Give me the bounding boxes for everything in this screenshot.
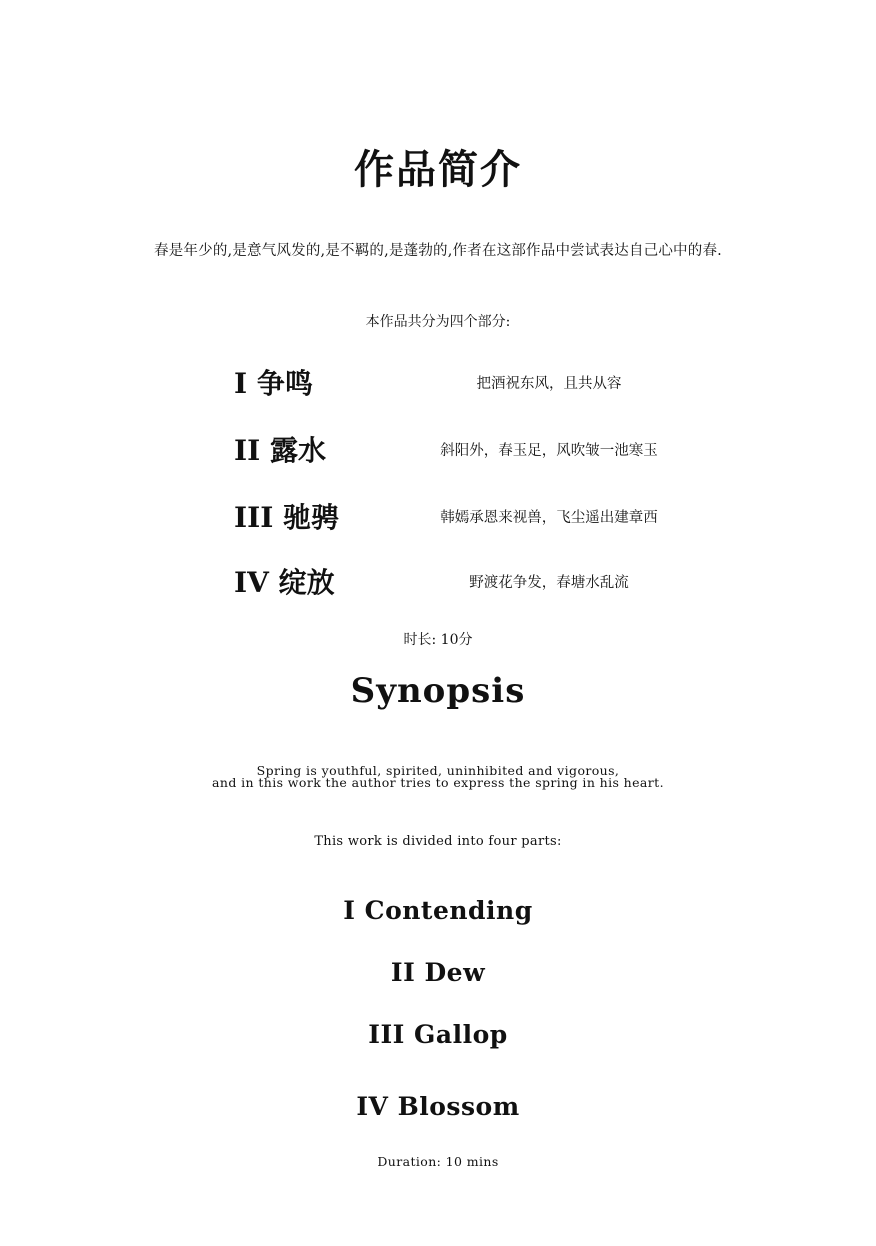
english-part: II Dew	[390, 958, 486, 987]
chinese-part-name: I 争鸣	[234, 367, 313, 400]
chinese-part-poem: 野渡花争发，春塘水乱流	[469, 575, 629, 591]
chinese-part-name: III 驰骋	[234, 501, 340, 534]
chinese-part-poem: 把酒祝东风，且共从容	[476, 376, 622, 392]
english-intro-line-2: and in this work the author tries to express the spring in his heart.	[212, 775, 664, 790]
english-parts-intro: This work is divided into four parts:	[314, 834, 562, 849]
chinese-part-row	[234, 364, 704, 404]
chinese-part-name: IV 绽放	[234, 566, 335, 599]
english-part: IV Blossom	[356, 1092, 520, 1121]
chinese-part-row	[234, 431, 704, 471]
chinese-duration: 时长: 10分	[403, 632, 473, 648]
chinese-title: 作品简介	[354, 146, 522, 193]
english-intro-line-1: Spring is youthful, spirited, uninhibited and vigorous,	[256, 763, 620, 778]
chinese-part-row	[234, 498, 704, 538]
chinese-intro: 春是年少的,是意气风发的,是不羁的,是蓬勃的,作者在这部作品中尝试表达自己心中的春.	[154, 243, 722, 259]
english-part: I Contending	[343, 896, 533, 925]
chinese-parts-intro: 本作品共分为四个部分:	[365, 314, 511, 330]
english-title: Synopsis	[350, 671, 526, 711]
chinese-part-row	[234, 563, 704, 603]
english-duration: Duration: 10 mins	[377, 1154, 499, 1169]
chinese-part-poem: 韩嫣承恩来视兽，飞尘遥出建章西	[440, 510, 658, 526]
chinese-part-name: II 露水	[234, 434, 326, 467]
chinese-part-poem: 斜阳外，春玉足，风吹皱一池寒玉	[440, 443, 658, 459]
english-part: III Gallop	[368, 1020, 508, 1049]
